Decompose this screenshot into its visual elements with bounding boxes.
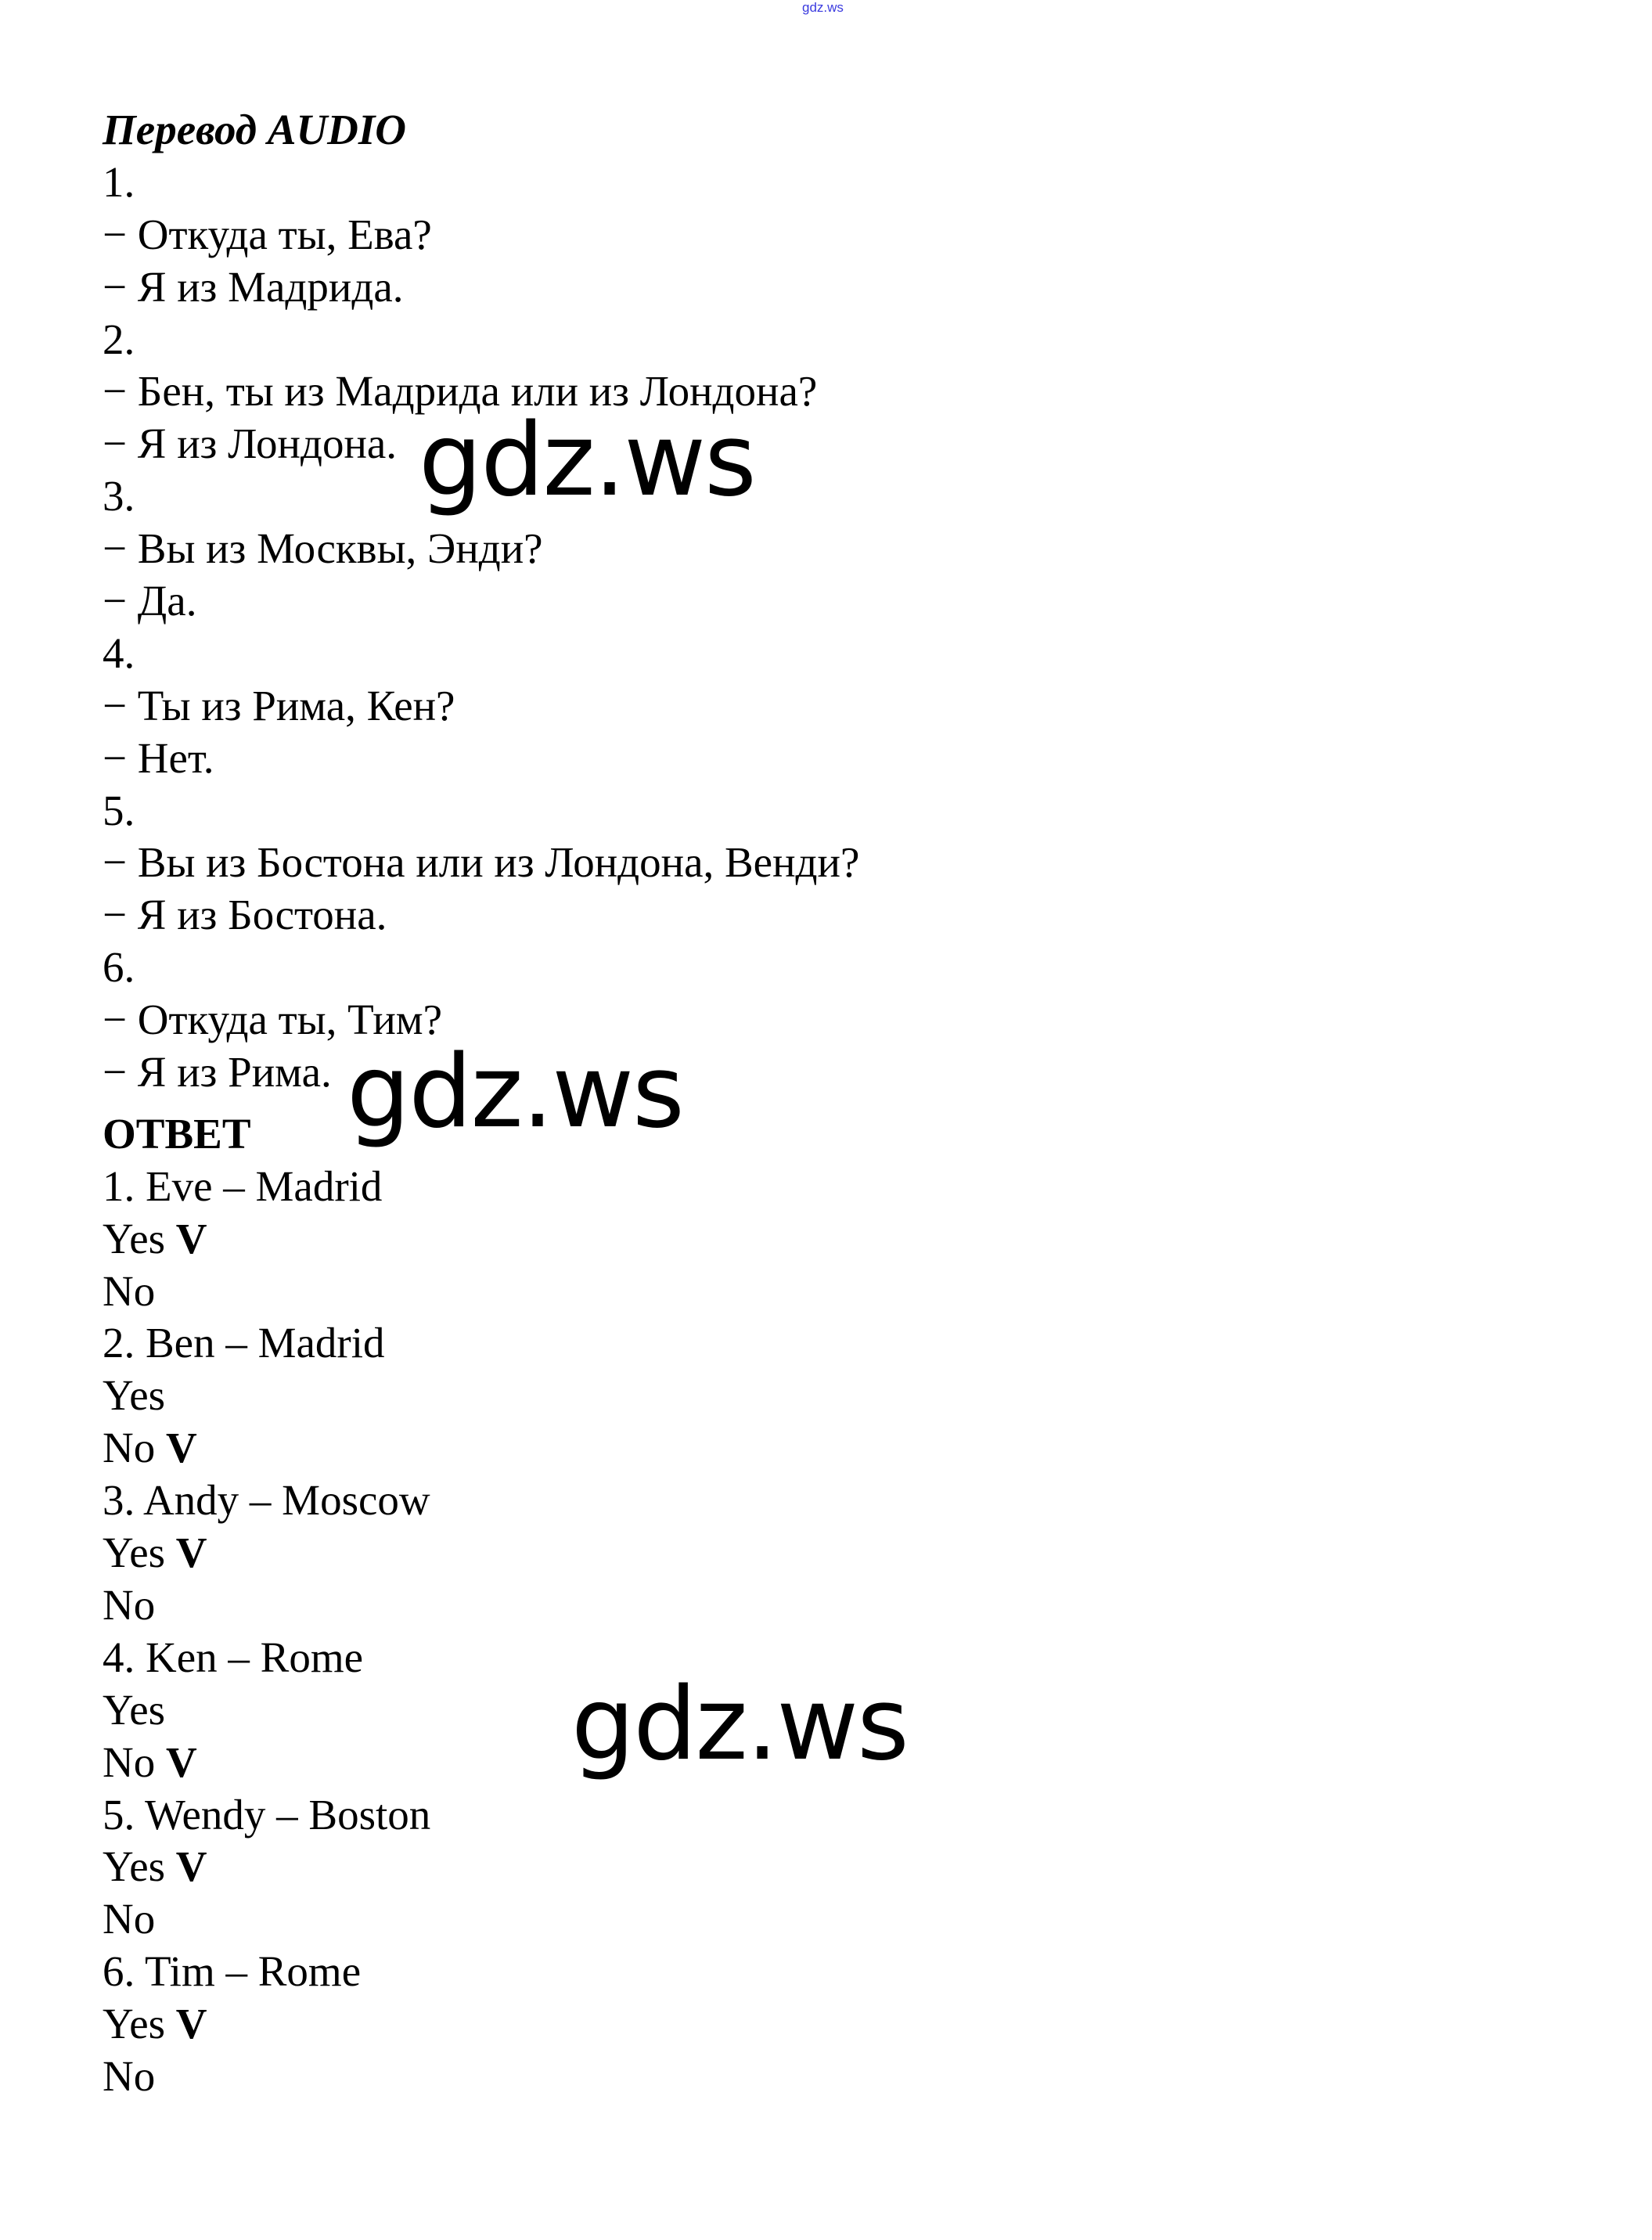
check-mark: V xyxy=(175,1214,207,1262)
answer-no xyxy=(103,1893,1433,1946)
dialogue-line: − Я из Рима. xyxy=(103,1048,332,1097)
answer-2 xyxy=(103,1317,1433,1475)
no-label: No xyxy=(103,2051,156,2100)
answer-6 xyxy=(103,1946,1433,2103)
answer-item: 6. Tim – Rome xyxy=(103,1947,362,1996)
no-label: No xyxy=(103,1424,156,1472)
dialogue-line: − Я из Лондона. xyxy=(103,420,398,468)
answer-item: 1. Eve – Madrid xyxy=(103,1161,383,1210)
answer-no xyxy=(103,2051,1433,2103)
yes-label: Yes xyxy=(103,1529,166,1577)
dialogue-number: 1. xyxy=(103,157,135,206)
yes-label: Yes xyxy=(103,1842,166,1891)
answer-5 xyxy=(103,1789,1433,1946)
check-mark: V xyxy=(165,1738,197,1786)
dialogue-4 xyxy=(103,628,1433,785)
answer-no xyxy=(103,1266,1433,1318)
check-mark: V xyxy=(165,1424,197,1472)
dialogue-number: 6. xyxy=(103,943,135,992)
dialogue-number: 2. xyxy=(103,315,135,363)
header-watermark-text: gdz.ws xyxy=(802,0,844,15)
answer-no xyxy=(103,1579,1433,1632)
no-label: No xyxy=(103,1266,156,1315)
dialogue-6 xyxy=(103,942,1433,1099)
answer-item: 2. Ben – Madrid xyxy=(103,1319,385,1367)
dialogue-1 xyxy=(103,157,1433,314)
dialogue-number: 5. xyxy=(103,786,135,834)
answer-item: 5. Wendy – Boston xyxy=(103,1790,431,1838)
dialogue-line: − Да. xyxy=(103,577,197,625)
yes-label: Yes xyxy=(103,2000,166,2048)
answer-yes xyxy=(103,1213,1433,1266)
dialogue-2 xyxy=(103,314,1433,471)
dialogue-line: − Я из Бостона. xyxy=(103,891,387,939)
yes-label: Yes xyxy=(103,1214,166,1262)
check-mark: V xyxy=(175,1842,207,1891)
answer-yes xyxy=(103,1370,1433,1422)
dialogue-number: 4. xyxy=(103,628,135,677)
no-label: No xyxy=(103,1580,156,1629)
watermark: gdz.ws xyxy=(347,1034,683,1151)
dialogue-line: − Вы из Москвы, Энди? xyxy=(103,524,543,573)
answer-item: 3. Andy – Moscow xyxy=(103,1476,430,1525)
document-body xyxy=(103,104,1433,2103)
dialogue-line: − Откуда ты, Ева? xyxy=(103,210,432,258)
yes-label: Yes xyxy=(103,1685,166,1734)
dialogue-5 xyxy=(103,785,1433,942)
dialogue-number: 3. xyxy=(103,472,135,520)
document-title: Перевод AUDIO xyxy=(103,106,407,153)
check-mark: V xyxy=(175,2000,207,2048)
dialogue-line: − Нет. xyxy=(103,733,214,782)
dialogue-line: − Ты из Рима, Кен? xyxy=(103,681,455,729)
answer-no xyxy=(103,1422,1433,1475)
answer-item: 4. Ken – Rome xyxy=(103,1633,364,1681)
check-mark: V xyxy=(175,1529,207,1577)
dialogue-3 xyxy=(103,470,1433,628)
dialogue-line: − Бен, ты из Мадрида или из Лондона? xyxy=(103,367,818,416)
answer-3 xyxy=(103,1475,1433,1632)
answer-1 xyxy=(103,1161,1433,1318)
dialogue-line: − Вы из Бостона или из Лондона, Венди? xyxy=(103,838,860,887)
watermark: gdz.ws xyxy=(419,402,755,519)
no-label: No xyxy=(103,1895,156,1943)
dialogue-line: − Я из Мадрида. xyxy=(103,262,404,311)
answer-yes xyxy=(103,1998,1433,2051)
no-label: No xyxy=(103,1738,156,1786)
answer-yes xyxy=(103,1527,1433,1579)
yes-label: Yes xyxy=(103,1371,166,1420)
answer-heading: ОТВЕТ xyxy=(103,1109,251,1158)
answer-yes xyxy=(103,1841,1433,1893)
watermark: gdz.ws xyxy=(571,1666,908,1783)
dialogue-line: − Откуда ты, Тим? xyxy=(103,996,443,1044)
